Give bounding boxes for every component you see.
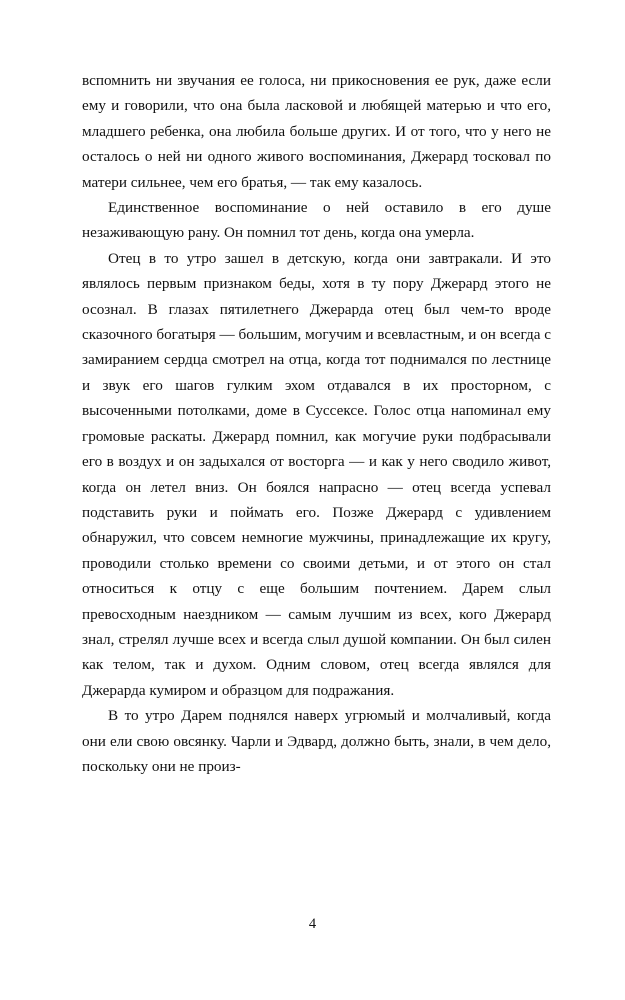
paragraph: Отец в то утро зашел в детскую, когда они завтракали. И это являлось первым признаком беды, хотя в ту пору Джерард этого не осознал. В глазах пятилетнего Джерарда отец был чем-то вроде сказочного богатыря — большим, могучим и всевластным, и он всегда с замиранием сердца смотрел на отца, когда тот поднимался по лестнице и звук его шагов гулким эхом отдавался в их просторном, с высоченными потолками, доме в Суссексе. Голос отца напоминал ему громовые раскаты. Джерард помнил, как могучие руки подбрасывали его в воздух и он задыхался от восторга — и как у него сводило живот, когда он летел вниз. Он боялся напрасно — отец всегда успевал подставить руки и поймать его. Позже Джерард с удивлением обнаружил, что совсем немногие мужчины, принадлежащие их кругу, проводили столько времени со своими детьми, и от этого он стал относиться к отцу с еще большим почтением. Дарем слыл превосходным наездником — самым лучшим из всех, кого Джерард знал, стрелял лучше всех и всегда слыл душой компании. Он был силен как телом, так и духом. Одним словом, отец всегда являлся для Джерарда кумиром и образцом для подражания.	[82, 249, 551, 699]
paragraph: В то утро Дарем поднялся наверх угрюмый и молчаливый, когда они ели свою овсянку. Чарли и Эдвард, должно быть, знали, в чем дело, поскольку они не произ-	[82, 707, 551, 775]
page-number: 4	[308, 916, 317, 932]
paragraph: Единственное воспоминание о ней оставило в его душе незаживающую рану. Он помнил тот день, когда она умерла.	[82, 199, 551, 242]
paragraph: вспомнить ни звучания ее голоса, ни прикосновения ее рук, даже если ему и говорили, что она была ласковой и любящей матерью и что его, младшего ребенка, она любила больше других. И от того, что у него не осталось о ней ни одного живого воспоминания, Джерард тосковал по матери сильнее, чем его братья, — так ему казалось.	[82, 72, 551, 191]
page-body-text	[82, 68, 551, 779]
